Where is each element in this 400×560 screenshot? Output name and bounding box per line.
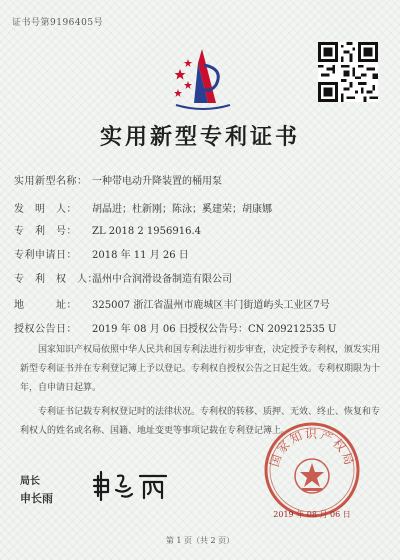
paragraph-line: 新型专利证书并在专利登记簿上予以登记。专利权自授权公告之日起生效。专利权期限为十 [20,364,381,374]
utility-model-name-row [14,172,222,187]
filing-date-value: 2018 年 11 月 26 日 [92,250,189,261]
certificate-number: 证书号第9196405号 [12,18,104,28]
grant-date-label: 授权公告日： [14,324,77,335]
address-value: 325007 浙江省温州市鹿城区丰门街道屿头工业区7号 [92,300,330,311]
grant-number-value: CN 209212535 U [248,324,337,335]
filing-date-label: 专利申请日： [14,250,77,261]
paragraph-grant-statement [20,341,381,398]
paragraph-line: 年，自申请日起算。 [20,383,102,393]
patent-number-value: ZL 2018 2 1956916.4 [92,226,202,237]
patentee-label: 专 利 权 人： [14,274,98,285]
patentee-row [14,270,232,285]
patent-number-label: 专 利 号： [14,226,77,237]
patent-office-emblem-icon [168,45,238,115]
qr-code [318,42,378,102]
inventor-value: 胡晶进；杜新刚；陈泳；奚建荣；胡康娜 [92,204,272,215]
filing-date-row [14,246,189,261]
address-row [14,296,330,311]
certificate-title: 实用新型专利证书 [99,124,300,150]
seal-date: 2019 年 08 月 06 日 [273,510,351,519]
bureau-director-name: 申长雨 [20,492,53,505]
utility-model-name-label: 实用新型名称： [14,176,88,187]
bureau-title: 局长 [20,476,40,487]
utility-model-name-value: 一种带电动升降装置的桶用泵 [92,176,222,187]
director-signature [92,468,172,502]
grant-date-value: 2019 年 08 月 06 日 [92,324,189,335]
page-number: 第 1 页（共 2 页） [165,536,235,545]
inventor-label: 发 明 人： [14,204,77,215]
paragraph-line: 利权人的姓名或名称、国籍、地址变更等事项记载在专利登记簿上。 [20,426,291,436]
grant-number-label: 授权公告号： [188,324,248,335]
official-seal [262,420,362,520]
patentee-value: 温州中合润滑设备制造有限公司 [92,274,232,285]
address-label: 地 址： [14,300,77,311]
inventor-row [14,200,272,215]
svg-text:国家知识产权局: 国家知识产权局 [267,427,357,469]
paragraph-line: 专利证书记载专利权登记时的法律状况。专利权的转移、质押、无效、终止、恢复和专 [38,407,381,417]
patent-number-row [14,222,201,237]
paragraph-line: 国家知识产权局依照中华人民共和国专利法进行初步审查，决定授予专利权，颁发实用 [38,345,381,355]
grant-info-row [14,320,336,335]
